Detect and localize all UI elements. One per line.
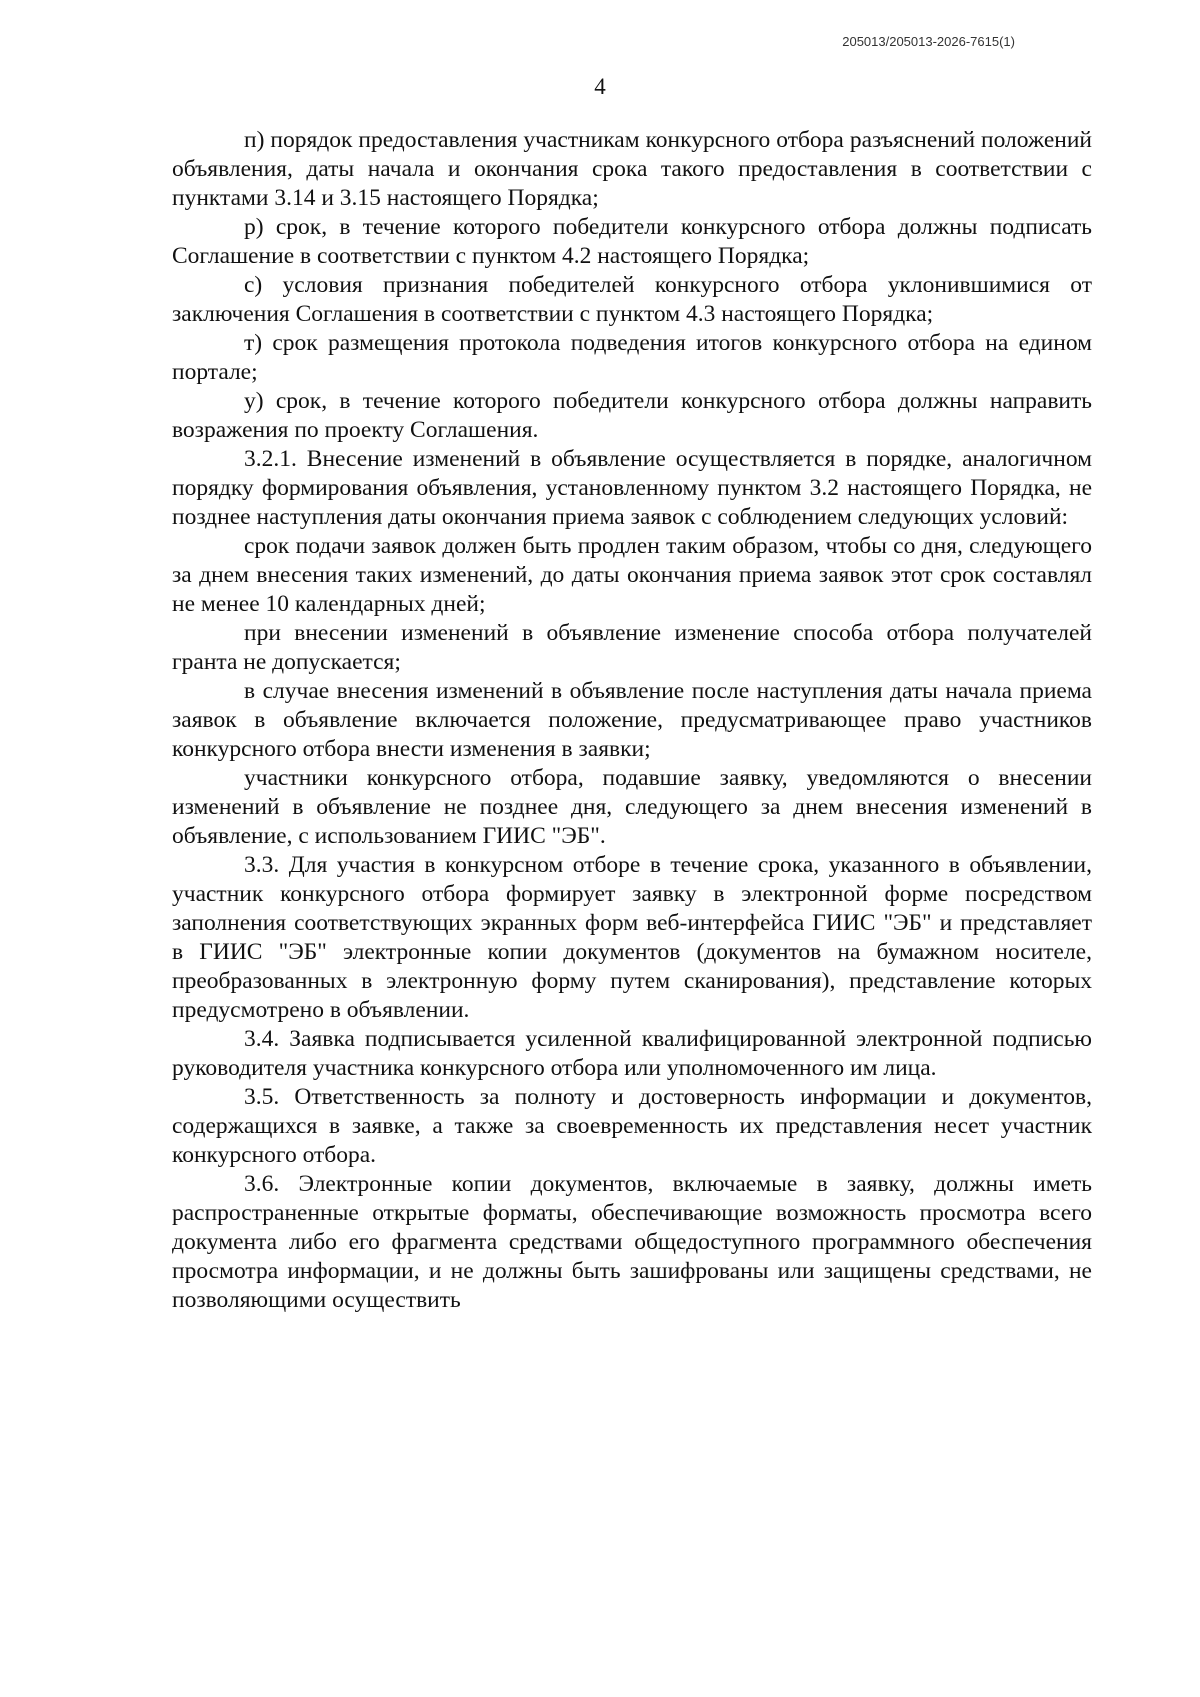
paragraph-condition-changes: в случае внесения изменений в объявление после наступления даты начала приема заявок в объявление включается положение, предусматривающее право участников конкурсного отбора внести изменения в заявки;: [172, 678, 1092, 762]
paragraph-condition-notify: участники конкурсного отбора, подавшие заявку, уведомляются о внесении изменений в объявление не позднее дня, следующего за днем внесения изменений в объявление, с использованием ГИИС "ЭБ".: [172, 765, 1092, 849]
paragraph-condition-method: при внесении изменений в объявление изменение способа отбора получателей гранта не допускается;: [172, 620, 1092, 675]
paragraph-3-6: 3.6. Электронные копии документов, включаемые в заявку, должны иметь распространенные открытые форматы, обеспечивающие возможность просмотра всего документа либо его фрагмента средствами общедоступного программного обеспечения просмотра информации, и не должны быть зашифрованы или защищены средствами, не позволяющими осуществить: [172, 1171, 1092, 1313]
document-code: 205013/205013-2026-7615(1): [842, 34, 1015, 49]
paragraph-3-2-1: 3.2.1. Внесение изменений в объявление осуществляется в порядке, аналогичном порядку формирования объявления, установленному пунктом 3.2 настоящего Порядка, не позднее наступления даты окончания приема заявок с соблюдением следующих условий:: [172, 446, 1092, 530]
page-number: 4: [594, 74, 606, 99]
paragraph-item-s: с) условия признания победителей конкурсного отбора уклонившимися от заключения Соглашения в соответствии с пунктом 4.3 настоящего Порядка;: [172, 272, 1092, 327]
paragraph-3-5: 3.5. Ответственность за полноту и достоверность информации и документов, содержащихся в заявке, а также за своевременность их представления несет участник конкурсного отбора.: [172, 1084, 1092, 1168]
paragraph-item-p: п) порядок предоставления участникам конкурсного отбора разъяснений положений объявления, даты начала и окончания срока такого предоставления в соответствии с пунктами 3.14 и 3.15 настоящего Порядка;: [172, 127, 1092, 211]
paragraph-item-u: у) срок, в течение которого победители конкурсного отбора должны направить возражения по проекту Соглашения.: [172, 388, 1092, 443]
paragraph-item-r: р) срок, в течение которого победители конкурсного отбора должны подписать Соглашение в соответствии с пунктом 4.2 настоящего Порядка;: [172, 214, 1092, 269]
paragraph-3-3: 3.3. Для участия в конкурсном отборе в течение срока, указанного в объявлении, участник конкурсного отбора формирует заявку в электронной форме посредством заполнения соответствующих экранных форм веб-интерфейса ГИИС "ЭБ" и представляет в ГИИС "ЭБ" электронные копии документов (документов на бумажном носителе, преобразованных в электронную форму путем сканирования), представление которых предусмотрено в объявлении.: [172, 852, 1092, 1023]
paragraph-condition-deadline: срок подачи заявок должен быть продлен таким образом, чтобы со дня, следующего за днем внесения таких изменений, до даты окончания приема заявок этот срок составлял не менее 10 календарных дней;: [172, 533, 1092, 617]
paragraph-item-t: т) срок размещения протокола подведения итогов конкурсного отбора на едином портале;: [172, 330, 1092, 385]
paragraph-3-4: 3.4. Заявка подписывается усиленной квалифицированной электронной подписью руководителя участника конкурсного отбора или уполномоченного им лица.: [172, 1026, 1092, 1081]
document-body: [172, 126, 1092, 1315]
